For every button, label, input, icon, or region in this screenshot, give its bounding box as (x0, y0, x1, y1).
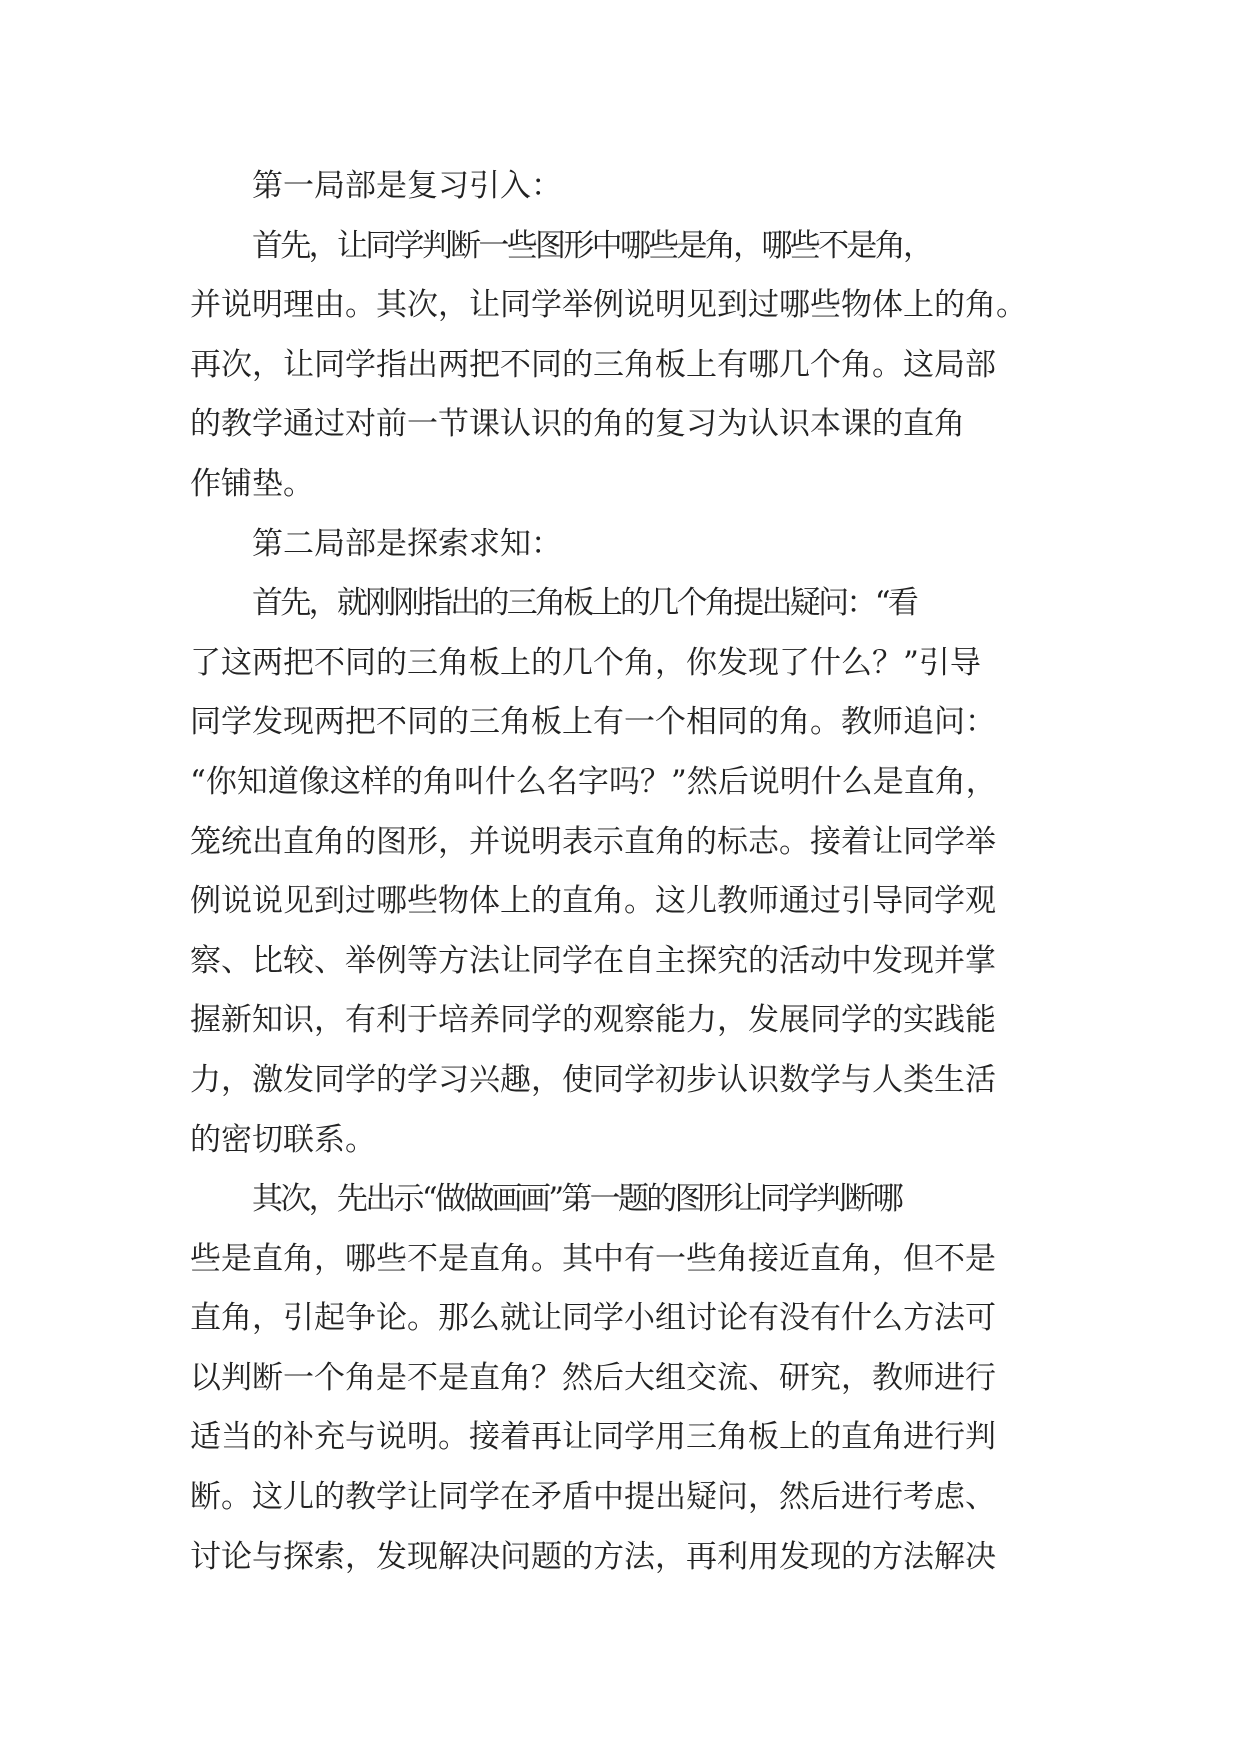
paragraph-line: 适当的补充与说明。接着再让同学用三角板上的直角进行判 (190, 1419, 996, 1456)
paragraph-line: 些是直角，哪些不是直角。其中有一些角接近直角，但不是 (190, 1240, 996, 1277)
paragraph-line: 笼统出直角的图形，并说明表示直角的标志。接着让同学举 (190, 823, 996, 860)
paragraph-line: 断。这儿的教学让同学在矛盾中提出疑问，然后进行考虑、 (190, 1479, 996, 1516)
document-body (190, 157, 1070, 1587)
paragraph-line: 察、比较、举例等方法让同学在自主探究的活动中发现并掌 (190, 942, 996, 979)
paragraph-line: 直角，引起争论。那么就让同学小组讨论有没有什么方法可 (190, 1300, 996, 1337)
paragraph-line: 力，激发同学的学习兴趣，使同学初步认识数学与人类生活 (190, 1061, 996, 1098)
paragraph-line: 首先，就刚刚指出的三角板上的几个角提出疑问：“看 (252, 585, 917, 622)
paragraph-line: 同学发现两把不同的三角板上有一个相同的角。教师追问： (190, 704, 996, 741)
paragraph-line: 首先，让同学判断一些图形中哪些是角，哪些不是角， (252, 227, 932, 264)
paragraph-line: 以判断一个角是不是直角？然后大组交流、研究，教师进行 (190, 1359, 996, 1396)
paragraph-line: 的密切联系。 (190, 1121, 376, 1158)
section-heading-review: 第一局部是复习引入： (252, 168, 562, 204)
section-heading-explore: 第二局部是探索求知： (252, 525, 562, 562)
paragraph-line: 再次，让同学指出两把不同的三角板上有哪几个角。这局部 (190, 346, 996, 383)
paragraph-line: 了这两把不同的三角板上的几个角，你发现了什么？”引导 (190, 644, 981, 681)
paragraph-line: 作铺垫。 (190, 465, 314, 502)
paragraph-line: 并说明理由。其次，让同学举例说明见到过哪些物体上的角。 (190, 287, 1027, 324)
paragraph-line: 握新知识，有利于培养同学的观察能力，发展同学的实践能 (190, 1002, 996, 1039)
paragraph-line: 的教学通过对前一节课认识的角的复习为认识本课的直角 (190, 406, 965, 443)
paragraph-line: “你知道像这样的角叫什么名字吗？”然后说明什么是直角， (190, 763, 997, 800)
paragraph-line: 其次，先出示“做做画画”第一题的图形让同学判断哪 (252, 1181, 901, 1218)
paragraph-line: 例说说见到过哪些物体上的直角。这儿教师通过引导同学观 (190, 883, 996, 920)
paragraph-line: 讨论与探索，发现解决问题的方法，再利用发现的方法解决 (190, 1538, 996, 1575)
